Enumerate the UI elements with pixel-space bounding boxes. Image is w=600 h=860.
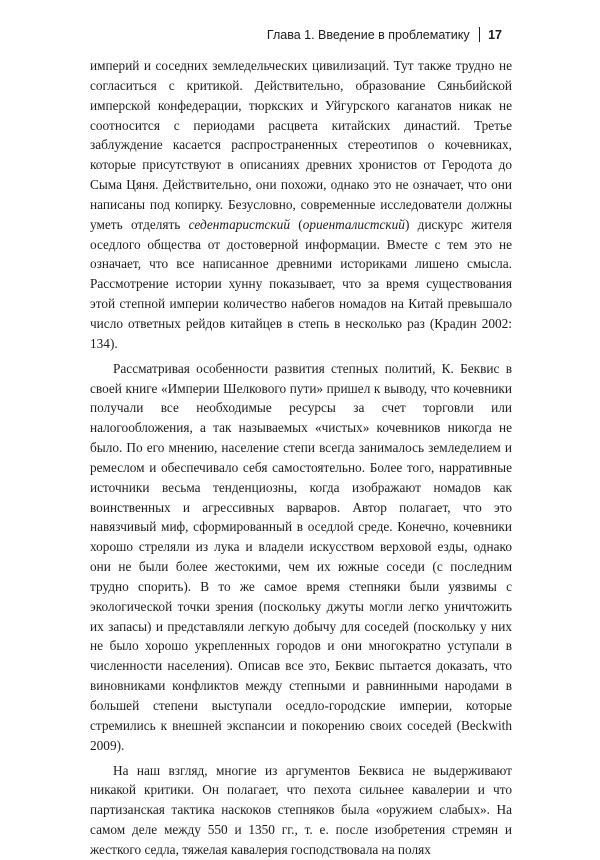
body-text (90, 56, 512, 860)
header-separator (479, 27, 481, 42)
paragraph-1 (90, 56, 512, 354)
p3-text: На наш взгляд, многие из аргументов Беквиса не выдерживают никакой критики. Он полагает, что пехота сильнее кавалерии и что партизанская тактика наскоков степняков была «оружием слабых». На самом деле между 550 и 1350 гг., т. е. после изобретения стремян и жесткого седла, тяжелая кавалерия господствовала на полях (90, 762, 512, 857)
p1-italic-sedentarist: седентаристский (188, 216, 290, 232)
page-number: 17 (488, 27, 502, 42)
running-head (267, 27, 502, 42)
chapter-title: Глава 1. Введение в проблематику (266, 27, 470, 42)
p2-text: Рассматривая особенности развития степных политий, К. Беквис в своей книге «Империи Шелкового пути» пришел к выводу, что кочевники получали все необходимые ресурсы за счет торговли или налогообложения, а так называемых «чистых» кочевников никогда не было. По его мнению, население степи всегда занималось земледелием и ремеслом и обеспечивало себя самостоятельно. Более того, нарративные источники весьма тенденциозны, когда изображают номадов как воинственных и агрессивных варваров. Автор полагает, что это навязчивый миф, сформированный в оседлой среде. Конечно, кочевники хорошо стреляли из лука и владели искусством верховой езды, однако они не были более жестокими, чем их южные соседи (с последним трудно спорить). В то же самое время степняки были уязвимы с экологической точки зрения (поскольку джуты могли легко уничтожить их запасы) и представляли легкую добычу для соседей (поскольку у них не было хорошо укрепленных городов и они многократно уступали в численности населения). Описав все это, Беквис пытается доказать, что виновниками конфликтов между степными и равнинными народами в большей степени выступали оседло-городские империи, которые стремились к внешней экспансии и покорению своих соседей (Beckwith 2009). (90, 360, 512, 753)
p1-italic-orientalist: ориенталистский (302, 216, 405, 232)
p1-text-a: империй и соседних земледельческих цивилизаций. Тут также трудно не согласиться с критикой. Действительно, образование Сяньбийской имперской конфедерации, тюркских и Уйгурского каганатов никак не соотносится с периодами расцвета китайских династий. Третье заблуждение касается распространенных стереотипов о кочевниках, которые присутствуют в описаниях древних хронистов от Геродота до Сыма Цяня. Действительно, они похожи, однако это не означает, что они написаны под копирку. Безусловно, современные исследователи должны уметь отделять (90, 58, 512, 232)
p1-text-c: ) дискурс жителя оседлого общества от достоверной информации. Вместе с тем это не означает, что все написанное древними историками лишено смысла. Рассмотрение истории хунну показывает, что за время существования этой степной империи количество набегов номадов на Китай превышало число ответных рейдов китайцев в степь в несколько раз (Крадин 2002: 134). (90, 216, 512, 351)
paragraph-2 (90, 359, 512, 756)
p1-text-b: ( (289, 216, 303, 232)
paragraph-3 (90, 761, 512, 860)
